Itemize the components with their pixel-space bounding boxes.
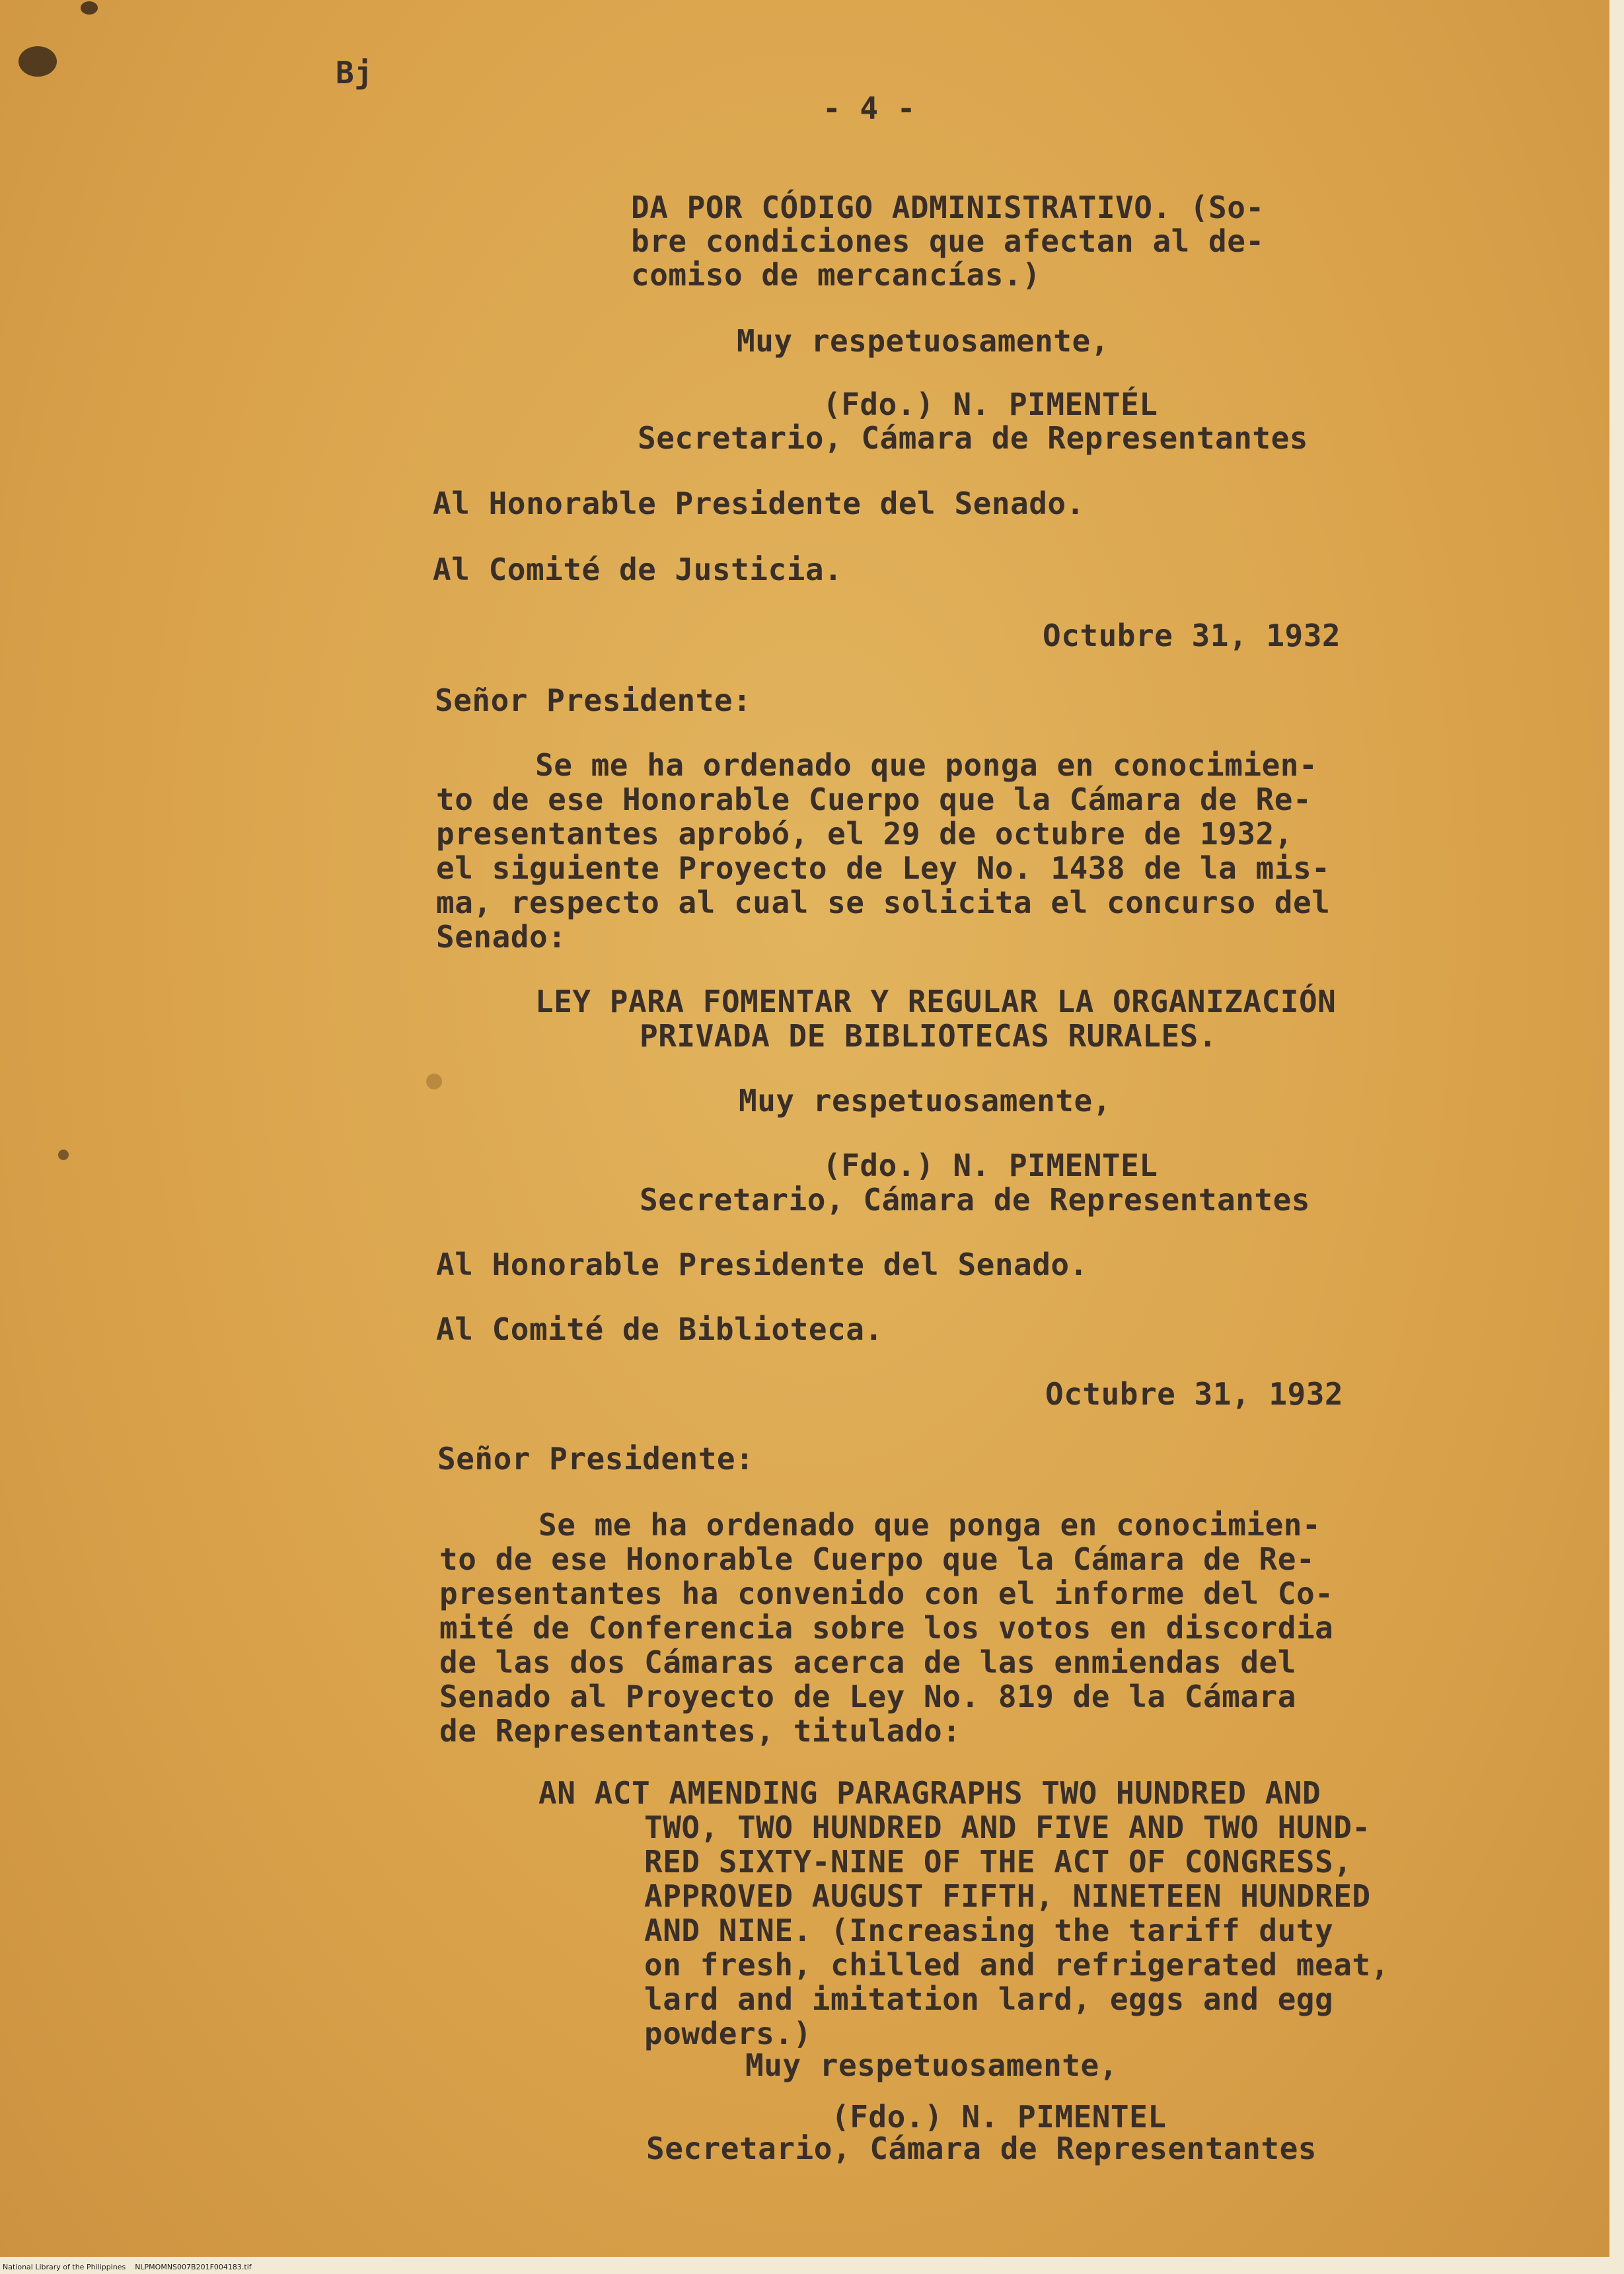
signature-name: (Fdo.) N. PIMENTEL <box>823 1148 1158 1183</box>
date: Octubre 31, 1932 <box>1045 1376 1344 1412</box>
ink-stain <box>426 1074 442 1089</box>
signature-name: (Fdo.) N. PIMENTEL <box>831 2099 1167 2135</box>
ink-stain <box>58 1150 69 1160</box>
body-line: to de ese Honorable Cuerpo que la Cámara de Re- <box>436 782 1312 817</box>
page-number: - 4 - <box>823 91 916 126</box>
salutation: Señor Presidente: <box>437 1441 755 1477</box>
body-line: presentantes aprobó, el 29 de octubre de 1932, <box>436 816 1293 852</box>
bill-title-line: AN ACT AMENDING PARAGRAPHS TWO HUNDRED AND <box>538 1775 1321 1811</box>
bill-title-line: APPROVED AUGUST FIFTH, NINETEEN HUNDRED <box>644 1878 1371 1914</box>
bill-title-line: RED SIXTY-NINE OF THE ACT OF CONGRESS, <box>644 1844 1352 1880</box>
signature-title: Secretario, Cámara de Representantes <box>638 420 1308 456</box>
ink-stain <box>18 46 57 77</box>
body-line: Senado: <box>436 919 567 955</box>
corner-mark: Bj <box>336 55 373 91</box>
signature-name: (Fdo.) N. PIMENTÉL <box>823 386 1158 422</box>
bill-title-line: on fresh, chilled and refrigerated meat, <box>644 1947 1389 1983</box>
body-line: ma, respecto al cual se solicita el concurso del <box>436 885 1331 920</box>
body-line: presentantes ha convenido con el informe del Co- <box>439 1576 1334 1611</box>
bill-title-line: PRIVADA DE BIBLIOTECAS RURALES. <box>640 1018 1218 1054</box>
bill-title-line: AND NINE. (Increasing the tariff duty <box>644 1913 1334 1948</box>
bill-title-line: lard and imitation lard, eggs and egg <box>644 1981 1334 2017</box>
referral-line: Al Comité de Justicia. <box>433 552 843 587</box>
archive-footer: National Library of the Philippines NLPMOMNS007B201F004183.tif <box>3 2263 252 2271</box>
body-line: Senado al Proyecto de Ley No. 819 de la Cámara <box>439 1679 1296 1714</box>
signature-title: Secretario, Cámara de Representantes <box>640 1182 1310 1218</box>
bill-title-line: TWO, TWO HUNDRED AND FIVE AND TWO HUND- <box>644 1810 1371 1845</box>
body-line: comiso de mercancías.) <box>631 257 1041 293</box>
signature-title: Secretario, Cámara de Representantes <box>646 2131 1317 2166</box>
body-line: to de ese Honorable Cuerpo que la Cámara de Re- <box>439 1541 1315 1577</box>
address-line: Al Honorable Presidente del Senado. <box>433 486 1085 521</box>
body-line: el siguiente Proyecto de Ley No. 1438 de la mis- <box>436 850 1331 886</box>
body-line: de Representantes, titulado: <box>439 1713 961 1749</box>
ink-stain <box>81 1 98 15</box>
body-line: bre condiciones que afectan al de- <box>631 223 1265 259</box>
body-line: Se me ha ordenado que ponga en conocimien- <box>538 1507 1321 1543</box>
closing: Muy respetuosamente, <box>745 2047 1118 2083</box>
body-line: DA POR CÓDIGO ADMINISTRATIVO. (So- <box>631 190 1265 225</box>
bill-title-line: LEY PARA FOMENTAR Y REGULAR LA ORGANIZACIÓN <box>535 984 1337 1019</box>
body-line: mité de Conferencia sobre los votos en discordia <box>439 1610 1334 1646</box>
closing: Muy respetuosamente, <box>739 1083 1111 1119</box>
body-line: de las dos Cámaras acerca de las enmiendas del <box>439 1644 1296 1680</box>
bill-title-line: powders.) <box>644 2016 812 2051</box>
salutation: Señor Presidente: <box>435 682 752 718</box>
date: Octubre 31, 1932 <box>1043 618 1341 653</box>
body-line: Se me ha ordenado que ponga en conocimien- <box>535 747 1318 783</box>
referral-line: Al Comité de Biblioteca. <box>436 1311 883 1347</box>
page-edge-right <box>1609 0 1624 2274</box>
closing: Muy respetuosamente, <box>737 323 1109 359</box>
address-line: Al Honorable Presidente del Senado. <box>436 1247 1088 1282</box>
